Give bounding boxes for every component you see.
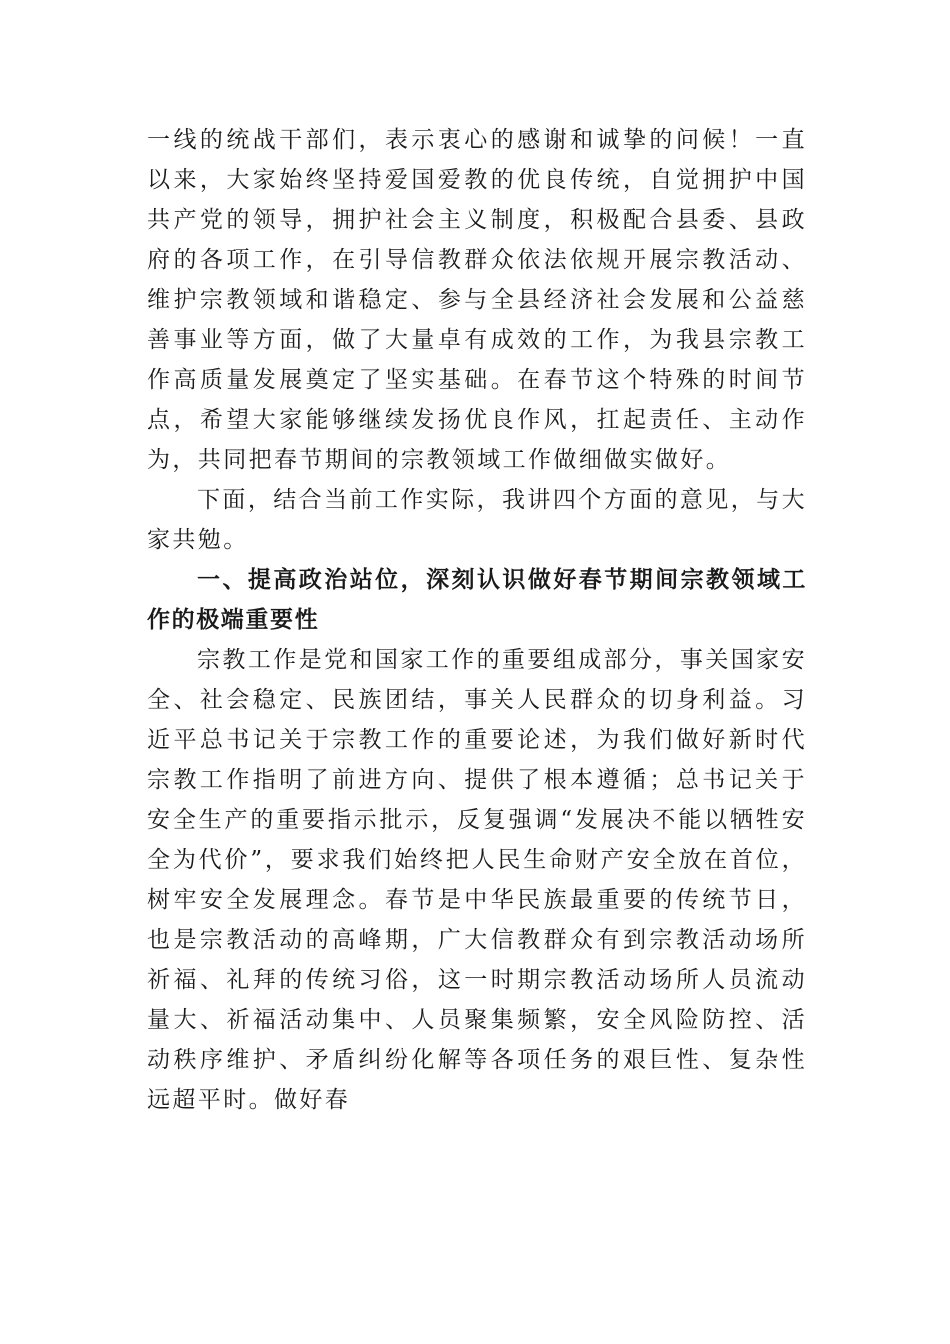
- paragraph-section-1: 宗教工作是党和国家工作的重要组成部分，事关国家安全、社会稳定、民族团结，事关人民群众的切身利益。习近平总书记关于宗教工作的重要论述，为我们做好新时代宗教工作指明了前进方向、提供了根本遵循；总书记关于安全生产的重要指示批示，反复强调“发展决不能以牺牲安全为代价”，要求我们始终把人民生命财产安全放在首位，树牢安全发展理念。春节是中华民族最重要的传统节日，也是宗教活动的高峰期，广大信教群众有到宗教活动场所祈福、礼拜的传统习俗，这一时期宗教活动场所人员流动量大、祈福活动集中、人员聚集频繁，安全风险防控、活动秩序维护、矛盾纠纷化解等各项任务的艰巨性、复杂性远超平时。做好春: [147, 647, 807, 1113]
- document-body: [147, 120, 807, 1120]
- paragraph-intro: 下面，结合当前工作实际，我讲四个方面的意见，与大家共勉。: [147, 487, 807, 553]
- section-heading-1: 一、提高政治站位，深刻认识做好春节期间宗教领域工作的极端重要性: [147, 567, 807, 633]
- paragraph-opening: 一线的统战干部们，表示衷心的感谢和诚挚的问候！一直以来，大家始终坚持爱国爱教的优良传统，自觉拥护中国共产党的领导，拥护社会主义制度，积极配合县委、县政府的各项工作，在引导信教群众依法依规开展宗教活动、维护宗教领域和谐稳定、参与全县经济社会发展和公益慈善事业等方面，做了大量卓有成效的工作，为我县宗教工作高质量发展奠定了坚实基础。在春节这个特殊的时间节点，希望大家能够继续发扬优良作风，扛起责任、主动作为，共同把春节期间的宗教领域工作做细做实做好。: [147, 127, 807, 473]
